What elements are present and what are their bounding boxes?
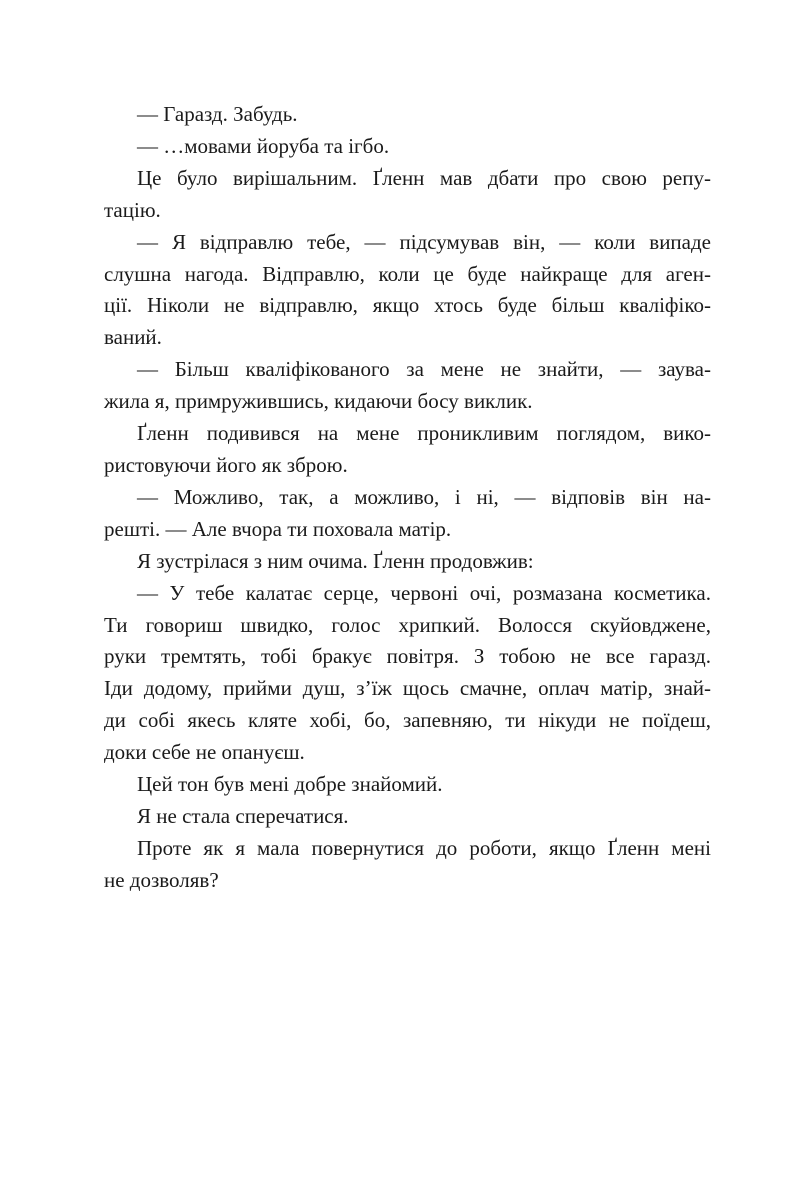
- paragraph: [104, 227, 711, 355]
- text-line: Я зустрілася з ним очима. Ґленн продовжив:: [137, 548, 534, 573]
- text-line: Це було вирішальним. Ґленн мав дбати про свою репу-: [137, 165, 711, 190]
- paragraph: [104, 418, 711, 482]
- text-line: ди собі якесь кляте хобі, бо, запевняю, ти нікуди не поїдеш,: [104, 708, 711, 733]
- text-line: слушна нагода. Відправлю, коли це буде найкраще для аген-: [104, 261, 711, 286]
- text-line: не дозволяв?: [104, 867, 219, 892]
- text-line: Проте як я мала повернутися до роботи, якщо Ґленн мені: [137, 835, 711, 860]
- text-line: ваний.: [104, 325, 162, 350]
- paragraph: [104, 769, 711, 801]
- text-line: — У тебе калатає серце, червоні очі, розмазана косметика.: [137, 580, 711, 605]
- paragraph: [104, 482, 711, 546]
- text-line: ції. Ніколи не відправлю, якщо хтось буде більш кваліфіко-: [104, 293, 711, 318]
- paragraph: [104, 163, 711, 227]
- text-line: решті. — Але вчора ти поховала матір.: [104, 516, 452, 541]
- text-line: жила я, примружившись, кидаючи босу виклик.: [104, 389, 533, 414]
- text-line: — Можливо, так, а можливо, і ні, — відповів він на-: [137, 484, 711, 509]
- text-line: ристовуючи його як зброю.: [104, 452, 348, 477]
- paragraph: [104, 833, 711, 897]
- text-line: — Гаразд. Забудь.: [137, 102, 298, 126]
- paragraph: [104, 354, 711, 418]
- text-line: Цей тон був мені добре знайомий.: [137, 772, 443, 797]
- paragraph: [104, 99, 711, 131]
- paragraph: [104, 546, 711, 578]
- paragraph: [104, 578, 711, 769]
- text-line: Ти говориш швидко, голос хрипкий. Волосся скуйовджене,: [104, 612, 711, 637]
- text-line: — Я відправлю тебе, — підсумував він, — коли випаде: [137, 229, 711, 254]
- text-line: — …мовами йоруба та ігбо.: [137, 133, 390, 158]
- text-line: руки тремтять, тобі бракує повітря. З тобою не все гаразд.: [104, 644, 711, 669]
- text-line: Іди додому, прийми душ, з’їж щось смачне, оплач матір, знай-: [104, 676, 711, 701]
- text-block: [104, 99, 711, 897]
- text-line: — Більш кваліфікованого за мене не знайти, — заува-: [137, 357, 711, 382]
- text-line: доки себе не опануєш.: [104, 740, 305, 765]
- text-line: Я не стала сперечатися.: [137, 803, 349, 828]
- text-line: Ґленн подивився на мене проникливим поглядом, вико-: [137, 421, 711, 446]
- text-line: тацію.: [104, 197, 161, 222]
- paragraph: [104, 801, 711, 833]
- paragraph: [104, 131, 711, 163]
